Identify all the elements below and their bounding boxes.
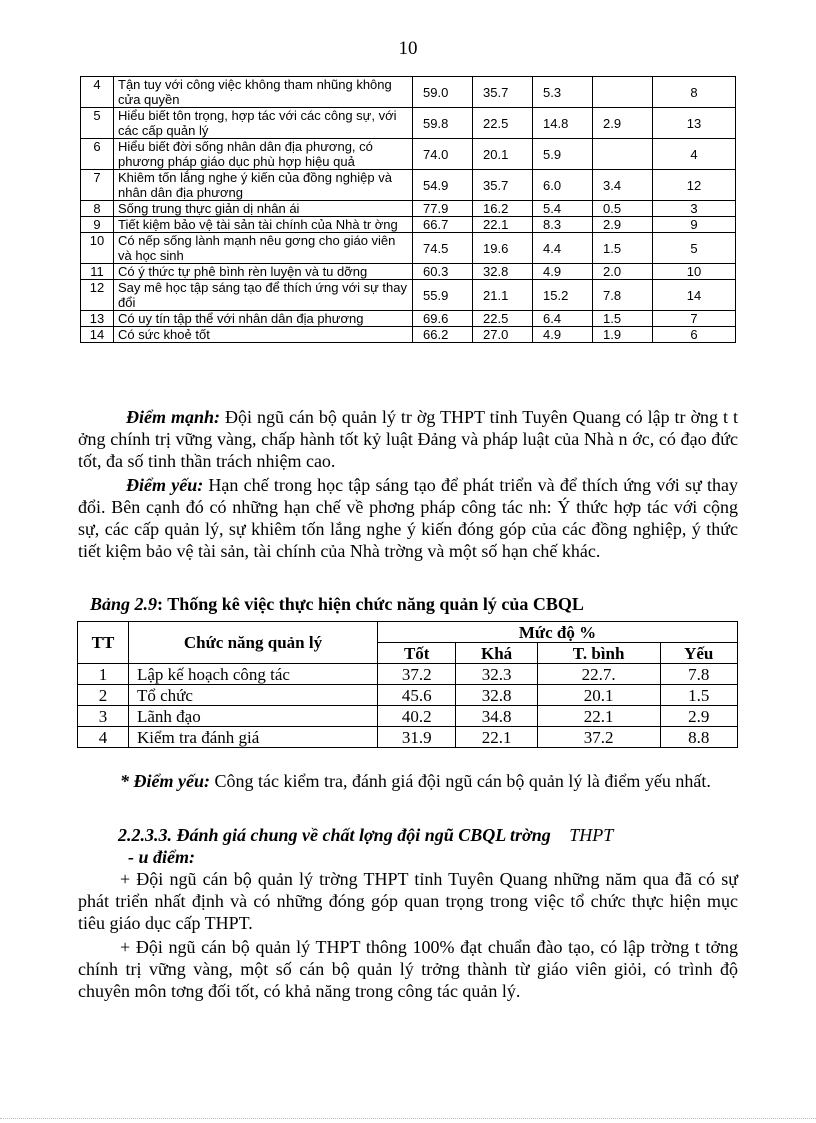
table-row	[81, 108, 736, 139]
row-value-2: 21.1	[473, 280, 533, 311]
row-value-3: 4.9	[533, 264, 593, 280]
advantages-paragraph-1: + Đội ngũ cán bộ quản lý trờng THPT tỉnh Tuyên Quang những năm qua đã có sự phát triển nhất định và có những đóng góp quan trọng trong việc tổ chức thực hiện mục tiêu giáo dục cấp THPT.	[78, 869, 738, 933]
row-value-1: 55.9	[413, 280, 473, 311]
row-value: 34.8	[456, 706, 537, 727]
weakness-summary-text: Công tác kiểm tra, đánh giá đội ngũ cán bộ quản lý là điểm yếu nhất.	[209, 771, 711, 791]
table-row	[81, 201, 736, 217]
table-row	[81, 77, 736, 108]
row-value: 32.8	[456, 685, 537, 706]
row-value-2: 20.1	[473, 139, 533, 170]
table-row	[78, 664, 738, 685]
row-description: Có nếp sống lành mạnh nêu gơng cho giáo viên và học sinh	[114, 233, 413, 264]
table-row	[78, 727, 738, 748]
table-row	[81, 280, 736, 311]
row-value-3: 8.3	[533, 217, 593, 233]
row-description: Tận tuy với công việc không tham nhũng không cửa quyền	[114, 77, 413, 108]
row-value-4: 3.4	[593, 170, 653, 201]
row-number: 12	[81, 280, 114, 311]
row-description: Tiết kiệm bảo vệ tài sản tài chính của Nhà tr ờng	[114, 217, 413, 233]
row-value-4: 1.9	[593, 327, 653, 343]
row-value-1: 74.5	[413, 233, 473, 264]
row-value-2: 19.6	[473, 233, 533, 264]
row-value-3: 6.4	[533, 311, 593, 327]
row-value-2: 27.0	[473, 327, 533, 343]
qualities-table	[80, 76, 736, 343]
row-value: 45.6	[378, 685, 456, 706]
row-rank: 7	[653, 311, 736, 327]
strengths-text: Đội ngũ cán bộ quản lý tr ờg THPT tỉnh Tuyên Quang có lập tr ờng t t ởng chính trị vững vàng, chấp hành tốt kỷ luật Đảng và pháp luật của Nhà n ớc, có đạo đức tốt, đa số tinh thần trách nhiệm cao.	[78, 407, 739, 471]
row-value-4: 0.5	[593, 201, 653, 217]
page-bottom-divider	[0, 1118, 816, 1119]
row-rank: 4	[653, 139, 736, 170]
section-heading	[78, 824, 738, 846]
row-value: 8.8	[660, 727, 738, 748]
row-rank: 14	[653, 280, 736, 311]
header-level-col: Khá	[456, 643, 537, 664]
advantages-paragraph-2: + Đội ngũ cán bộ quản lý THPT thông 100% đạt chuẩn đào tạo, có lập trờng t tởng chính trị vững vàng, một số cán bộ quản lý trởng thành từ giáo viên giỏi, có trình độ chuyên môn tơng đối tốt, có khả năng trong công tác quản lý.	[78, 937, 738, 1001]
row-number: 14	[81, 327, 114, 343]
row-value-1: 59.0	[413, 77, 473, 108]
row-value: 22.7.	[537, 664, 660, 685]
row-number: 7	[81, 170, 114, 201]
row-value-4: 2.9	[593, 217, 653, 233]
row-value-1: 66.7	[413, 217, 473, 233]
row-rank: 10	[653, 264, 736, 280]
table-row	[81, 233, 736, 264]
row-value-3: 6.0	[533, 170, 593, 201]
row-rank: 13	[653, 108, 736, 139]
section-heading-main: 2.2.3.3. Đánh giá chung về chất lợng đội ngũ CBQL trờng	[118, 825, 551, 845]
row-value-2: 22.1	[473, 217, 533, 233]
row-value-2: 22.5	[473, 108, 533, 139]
table-row	[81, 264, 736, 280]
row-rank: 6	[653, 327, 736, 343]
row-value: 22.1	[537, 706, 660, 727]
row-rank: 3	[653, 201, 736, 217]
row-value-2: 35.7	[473, 170, 533, 201]
row-value: 32.3	[456, 664, 537, 685]
row-value-3: 4.4	[533, 233, 593, 264]
row-number: 10	[81, 233, 114, 264]
table-row	[81, 170, 736, 201]
table-row	[81, 217, 736, 233]
row-value: 31.9	[378, 727, 456, 748]
row-value-4: 7.8	[593, 280, 653, 311]
page-number: 10	[398, 38, 418, 59]
row-description: Say mê học tập sáng tạo để thích ứng với sự thay đổi	[114, 280, 413, 311]
row-value-1: 74.0	[413, 139, 473, 170]
table-caption	[90, 594, 584, 615]
weakness-summary-paragraph	[78, 770, 738, 792]
table-row	[81, 327, 736, 343]
row-value-4	[593, 139, 653, 170]
row-number: 13	[81, 311, 114, 327]
row-value-4: 1.5	[593, 233, 653, 264]
row-number: 5	[81, 108, 114, 139]
row-value: 1.5	[660, 685, 738, 706]
row-description: Có uy tín tập thể với nhân dân địa phương	[114, 311, 413, 327]
row-function-name: Tổ chức	[129, 685, 378, 706]
header-function: Chức năng quản lý	[129, 622, 378, 664]
row-value: 37.2	[378, 664, 456, 685]
header-level-col: Tốt	[378, 643, 456, 664]
row-function-name: Lập kế hoạch công tác	[129, 664, 378, 685]
row-value-1: 59.8	[413, 108, 473, 139]
strengths-label: Điểm mạnh:	[126, 407, 220, 427]
row-number: 9	[81, 217, 114, 233]
row-description: Sống trung thực giản dị nhân ái	[114, 201, 413, 217]
row-number: 1	[78, 664, 129, 685]
weakness-summary-label: * Điểm yếu:	[120, 771, 210, 791]
row-number: 11	[81, 264, 114, 280]
row-value-2: 32.8	[473, 264, 533, 280]
caption-text: : Thống kê việc thực hiện chức năng quản lý của CBQL	[157, 594, 584, 614]
row-number: 3	[78, 706, 129, 727]
row-function-name: Kiểm tra đánh giá	[129, 727, 378, 748]
header-tt: TT	[78, 622, 129, 664]
row-description: Có sức khoẻ tốt	[114, 327, 413, 343]
row-number: 4	[78, 727, 129, 748]
row-value-3: 15.2	[533, 280, 593, 311]
row-number: 2	[78, 685, 129, 706]
row-description: Có ý thức tự phê bình rèn luyện và tu dỡng	[114, 264, 413, 280]
row-rank: 5	[653, 233, 736, 264]
row-value-4: 2.9	[593, 108, 653, 139]
caption-label: Bảng 2.9	[90, 594, 158, 614]
row-value-4: 2.0	[593, 264, 653, 280]
section-heading-tail: THPT	[569, 825, 614, 845]
header-level-col: Yếu	[660, 643, 738, 664]
row-value-1: 54.9	[413, 170, 473, 201]
row-value: 7.8	[660, 664, 738, 685]
row-value-1: 66.2	[413, 327, 473, 343]
row-value-3: 5.9	[533, 139, 593, 170]
header-level: Mức độ %	[378, 622, 738, 643]
row-number: 4	[81, 77, 114, 108]
table-row	[78, 706, 738, 727]
weaknesses-paragraph	[78, 474, 738, 562]
row-value-1: 60.3	[413, 264, 473, 280]
row-description: Hiểu biết tôn trọng, hợp tác với các công sự, với các cấp quản lý	[114, 108, 413, 139]
weaknesses-label: Điểm yếu:	[126, 475, 204, 495]
row-value-1: 77.9	[413, 201, 473, 217]
row-description: Khiêm tốn lắng nghe ý kiến của đồng nghiệp và nhân dân địa phương	[114, 170, 413, 201]
row-value-4	[593, 77, 653, 108]
section-subheading: - u điểm:	[128, 847, 195, 867]
row-rank: 12	[653, 170, 736, 201]
weaknesses-text: Hạn chế trong học tập sáng tạo để phát triển và để thích ứng với sự thay đổi. Bên cạnh đó có những hạn chế về phơng pháp công tác nh: Ý thức hợp tác với cộng sự, các cấp quản lý, sự khiêm tốn lắng nghe ý kiến đóng góp của các đồng nghiệp, ý thức tiết kiệm bảo vệ tài sản, tài chính của Nhà trờng và một số hạn chế khác.	[78, 475, 738, 561]
row-value-3: 5.3	[533, 77, 593, 108]
table-row	[81, 139, 736, 170]
table-row	[81, 311, 736, 327]
row-value-2: 22.5	[473, 311, 533, 327]
management-functions-table	[77, 621, 738, 748]
row-value: 40.2	[378, 706, 456, 727]
strengths-paragraph	[78, 406, 738, 472]
row-rank: 9	[653, 217, 736, 233]
row-value-3: 4.9	[533, 327, 593, 343]
table-row	[78, 685, 738, 706]
row-value-1: 69.6	[413, 311, 473, 327]
row-value-4: 1.5	[593, 311, 653, 327]
row-value-3: 14.8	[533, 108, 593, 139]
row-value-3: 5.4	[533, 201, 593, 217]
row-function-name: Lãnh đạo	[129, 706, 378, 727]
row-number: 8	[81, 201, 114, 217]
row-value-2: 16.2	[473, 201, 533, 217]
row-value: 20.1	[537, 685, 660, 706]
row-value-2: 35.7	[473, 77, 533, 108]
header-level-col: T. bình	[537, 643, 660, 664]
row-value: 22.1	[456, 727, 537, 748]
row-value: 37.2	[537, 727, 660, 748]
row-description: Hiểu biết đời sống nhân dân địa phương, có phương pháp giáo dục phù hợp hiệu quả	[114, 139, 413, 170]
row-value: 2.9	[660, 706, 738, 727]
row-number: 6	[81, 139, 114, 170]
row-rank: 8	[653, 77, 736, 108]
